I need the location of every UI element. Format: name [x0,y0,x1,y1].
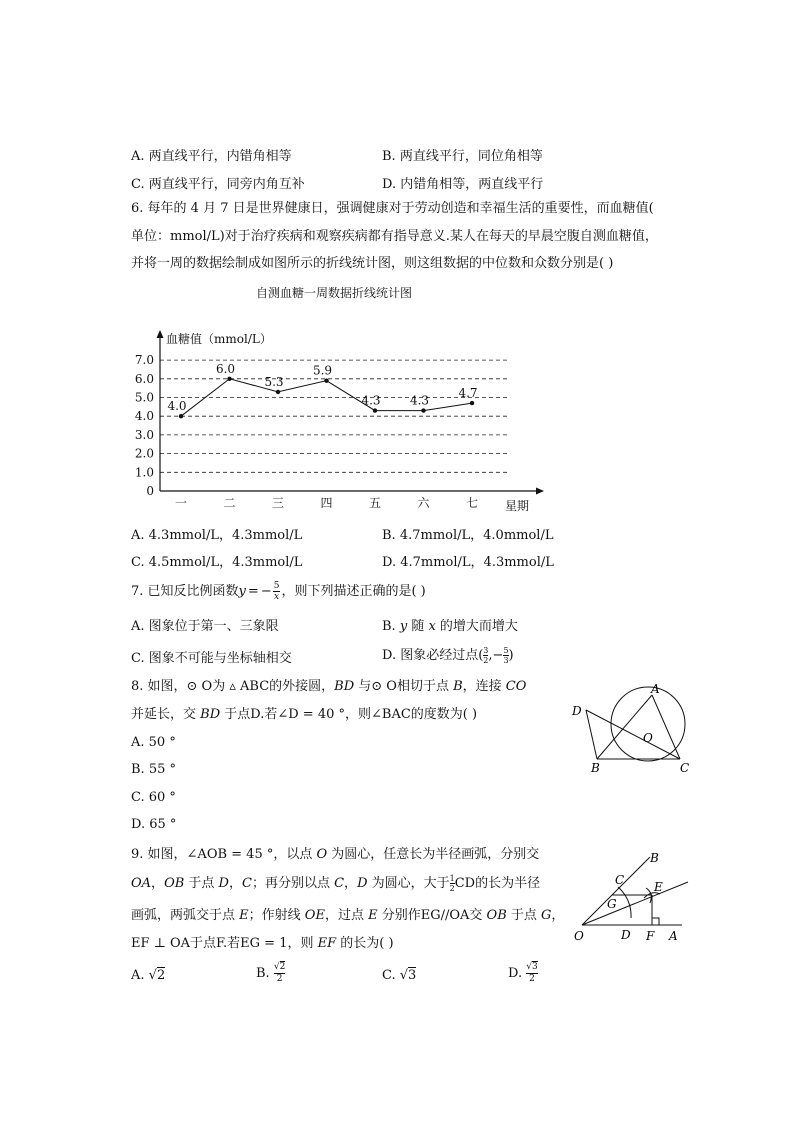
chart-y-tick-label: 0 [146,484,154,498]
q7-option-d-frac1-den: 2 [483,656,489,665]
q9-line3-g: G [541,908,552,923]
chart-data-point [421,408,425,412]
q9-line3-mid3: 分别作EG//OA交 [377,908,487,923]
q7-option-b-y: y [399,619,408,634]
q7-option-b [382,615,518,634]
q9-option-c-radicand: 3 [408,968,417,983]
q9-stem-line1 [131,843,539,867]
q9-line2-c3: C [334,876,345,891]
q9-option-d-pre: D. [508,966,527,981]
q8-option-c: C. 60 ° [131,790,176,805]
q9-option-c-pre: C. [382,968,400,983]
chart-data-label: 4.7 [458,386,478,401]
sqrt-icon: √ [526,962,532,972]
q9-line2-d2: D [357,876,368,891]
q7-option-d-pre: D. 图象必经过点( [382,648,484,663]
chart-data-point [227,377,231,381]
q7-option-d-frac2-den: 3 [503,656,509,665]
q7-option-b-x: x [428,619,436,634]
chart-x-tick-label: 六 [417,496,430,510]
q8-label-o: O [643,731,653,745]
chart-y-axis-arrow [157,330,164,338]
q7-option-d [382,644,514,665]
q7-option-b-post: 的增大而增大 [435,619,518,634]
chart-data-label: 6.0 [215,361,236,376]
q9-option-d-radicand: 3 [531,962,538,972]
chart-x-tick-label: 七 [465,496,479,510]
q7-option-d-post: ) [508,648,514,663]
sqrt-icon: √ [399,968,409,983]
q9-line3-mid: ；作射线 [248,908,305,923]
chart-y-tick-label: 4.0 [134,409,154,424]
chart-data-label: 4.3 [409,393,430,408]
q5-option-c: C. 两直线平行，同旁内角互补 [131,177,305,192]
q8-side-ac [652,695,680,759]
q9-line1-o: O [316,847,328,862]
chart-x-tick-label: 三 [271,496,285,510]
q8-line1-b: B [453,679,463,694]
q9-line2-mid2: ；再分别以点 [251,876,335,891]
q9-line3-pre: 画弧，两弧交于点 [131,908,240,923]
chart-y-tick-label: 1.0 [134,465,154,480]
chart-data-label: 4.3 [361,393,381,408]
q9-line2-d: D [218,876,229,891]
q9-label-a: A [669,929,678,943]
chart-data-point [179,414,183,418]
q9-option-d [508,962,538,985]
q7-fraction-den: x [274,592,280,602]
q7-fraction-num: 5 [273,581,280,591]
q9-line3-e2: E [368,908,378,923]
chart-x-tick-label: 二 [223,496,236,510]
chart-series [167,362,477,419]
q9-line3-mid4: 于点 [506,908,542,923]
chart-y-axis-label: 血糖值（mmol/L） [166,332,272,346]
q8-label-a: A [651,682,660,696]
q6-stem-line2: 单位：mmol/L)对于治疗疾病和观察疾病都有指导意义.某人在每天的早晨空腹自测血糖值， [131,229,658,244]
q9-label-e: E [654,880,663,894]
q9-stem-line4 [131,932,394,956]
chart-y-tick-label: 6.0 [134,371,154,386]
q9-line2-c1: ， [151,876,165,891]
q7-option-d-minus: − [492,648,504,663]
line-chart [120,320,550,520]
q9-arc-cd [618,887,631,918]
chart-x-tick-label: 五 [368,496,382,510]
q9-label-d: D [621,928,631,942]
q9-option-b-radicand: 2 [279,962,286,972]
q9-line2-ob: OB [164,876,185,891]
q9-line4-post: 的长为( ) [336,936,394,951]
q9-line4-ef: EF [317,936,337,951]
q8-label-c: C [680,761,690,775]
q9-half-den: 2 [449,884,455,893]
q8-line1-pre: 8. 如图，⊙ O为 ▵ ABC的外接圆， [131,679,335,694]
q8-line2-pre: 并延长，交 [131,707,201,722]
q7-option-b-pre: B. [382,619,400,634]
q9-figure [570,848,700,946]
q9-line3-end: ， [551,908,565,923]
q9-line2-c2: ， [228,876,242,891]
q8-line1-bd: BD [334,679,355,694]
q8-side-ab [597,695,652,759]
q5-option-a: A. 两直线平行，内错角相等 [131,149,292,164]
q8-line1-mid: 与⊙ O相切于点 [354,679,454,694]
chart-y-tick-label: 7.0 [134,353,154,368]
chart-data-label: 5.3 [264,374,284,389]
q9-ray-ob [582,857,650,925]
q9-option-b [256,962,285,985]
q7-option-b-mid: 随 [407,619,429,634]
chart-axes [157,330,545,495]
q9-label-c: C [615,873,625,887]
q8-tangent-bd [586,710,597,759]
q9-option-b-pre: B. [256,966,274,981]
q6-stem-line1: 6. 每年的 4 月 7 日是世界健康日，强调健康对于劳动创造和幸福生活的重要性，而血糖值( [131,201,654,216]
q9-label-g: G [607,897,617,911]
q9-label-o: O [574,929,584,943]
chart-x-ticks [175,495,478,510]
q9-line1-post: 为圆心，任意长为半径画弧，分别交 [327,847,540,862]
chart-y-tick-label: 2.0 [134,446,154,461]
q9-option-a-radicand: 2 [156,968,166,983]
q9-option-d-fraction [526,962,537,985]
chart-grid [160,360,510,472]
chart-title: 自测血糖一周数据折线统计图 [256,286,413,300]
q8-line1-post: ，连接 [462,679,506,694]
chart-x-tick-label: 一 [174,496,188,510]
chart-y-tick-label: 3.0 [134,427,154,442]
chart-x-axis-arrow [536,488,544,495]
q8-label-d: D [572,704,582,718]
q9-line2-post: 为圆心，大于 [367,876,450,891]
q8-circumcircle [611,687,685,761]
q8-line2-post: 于点D.若∠D = 40 °，则∠BAC的度数为( ) [220,707,478,722]
q8-figure [565,680,705,775]
q7-stem [131,580,426,604]
q9-option-c [382,968,416,983]
q7-option-d-frac1-num: 3 [483,646,489,655]
q9-line3-ob: OB [486,908,507,923]
q8-option-a: A. 50 ° [131,735,176,750]
q9-right-angle-mark [652,918,659,925]
q5-option-d: D. 内错角相等，两直线平行 [382,177,544,192]
q8-option-b: B. 55 ° [131,762,176,777]
q9-option-b-den: 2 [276,974,283,984]
q7-option-d-frac2-num: 5 [503,646,509,655]
q7-option-d-comma: , [488,648,493,663]
q8-label-b: B [591,761,600,775]
q9-line1-pre: 9. 如图，∠AOB = 45 °，以点 [131,847,317,862]
q6-stem-line3: 并将一周的数据绘制成如图所示的折线统计图，则这组数据的中位数和众数分别是( ) [131,256,614,271]
q9-line4-pre: EF ⊥ OA于点F.若EG = 1，则 [131,936,318,951]
q5-option-b: B. 两直线平行，同位角相等 [382,149,543,164]
sqrt-icon: √ [273,962,280,972]
q8-stem-line2 [131,703,477,727]
q6-option-b: B. 4.7mmol/L，4.0mmol/L [382,528,554,543]
chart-data-point [373,408,377,412]
q9-option-a [131,968,165,983]
q9-line2-mid: 于点 [184,876,219,891]
q9-option-d-den: 2 [529,974,535,984]
q9-line2-c: C [242,876,252,891]
q7-suffix: ，则下列描述正确的是( ) [281,584,426,599]
q8-line2-bd: BD [200,707,221,722]
q9-option-b-fraction [274,962,285,985]
q9-stem-line3 [131,904,564,928]
q9-label-f: F [646,929,655,943]
chart-x-tick-label: 四 [320,496,333,510]
q8-line1-co: CO [505,679,527,694]
chart-data-point [276,390,280,394]
sqrt-icon: √ [148,968,157,983]
chart-x-axis-label: 星期 [505,499,530,513]
q6-option-c: C. 4.5mmol/L，4.3mmol/L [131,555,303,570]
q9-half-num: 1 [449,874,455,883]
q8-stem-line1 [131,675,526,699]
q9-line2-oa: OA [131,876,152,891]
chart-data-label: 4.0 [167,399,187,414]
q7-prefix: 7. 已知反比例函数 [131,584,239,599]
q9-ray-oe [582,882,688,925]
chart-y-ticks [135,353,154,498]
q9-line3-oe: OE [304,908,325,923]
q6-option-d: D. 4.7mmol/L，4.3mmol/L [382,555,554,570]
q9-option-a-pre: A. [131,968,149,983]
chart-data-point [324,378,328,382]
chart-data-point [470,401,474,405]
q7-formula-eq: = [247,584,259,599]
q6-option-a: A. 4.3mmol/L，4.3mmol/L [131,528,303,543]
q7-option-c: C. 图象不可能与坐标轴相交 [131,651,292,666]
q7-fraction [273,581,281,602]
q7-formula-y: y [238,584,246,599]
q9-label-b: B [650,851,659,865]
q7-option-a: A. 图象位于第一、三象限 [131,619,279,634]
q9-stem-line2 [131,872,540,896]
q9-line3-mid2: ，过点 [324,908,369,923]
q7-formula-minus: − [260,584,272,599]
q9-line3-e: E [239,908,249,923]
chart-y-tick-label: 5.0 [134,390,154,405]
q8-option-d: D. 65 ° [131,817,177,832]
q9-line2-c4: ， [344,876,358,891]
q9-line2-end: CD的长为半径 [454,876,541,891]
chart-data-label: 5.9 [312,363,333,378]
